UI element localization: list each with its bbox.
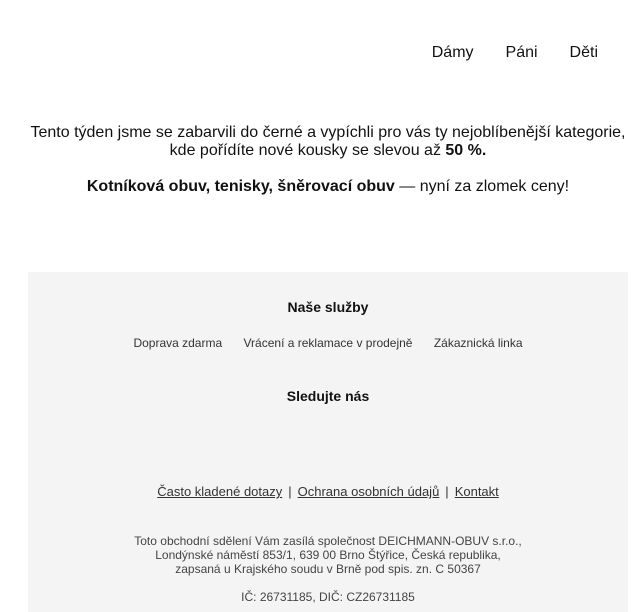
footer-links xyxy=(28,484,628,499)
service-customer-line[interactable]: Zákaznická linka xyxy=(433,336,523,350)
faq-link[interactable]: Často kladené dotazy xyxy=(157,484,283,499)
link-separator: | xyxy=(445,484,449,499)
privacy-link[interactable]: Ochrana osobních údajů xyxy=(297,484,440,499)
intro-line-2 xyxy=(0,142,640,160)
nav-item-pani[interactable]: Páni xyxy=(505,44,538,61)
legal-text xyxy=(28,534,628,576)
nav-item-deti[interactable]: Děti xyxy=(569,44,598,61)
intro-line-1: Tento týden jsme se zabarvili do černé a vypíchli pro vás ty nejoblíbenější kategorie, xyxy=(30,124,626,141)
company-ids: IČ: 26731185, DIČ: CZ26731185 xyxy=(241,590,415,604)
intro-line-2-text: kde pořídíte nové kousky se slevou až xyxy=(169,142,446,159)
legal-line-3: zapsaná u Krajského soudu v Brně pod spis. zn. C 50367 xyxy=(175,562,481,576)
legal-line-1: Toto obchodní sdělení Vám zasílá společnost DEICHMANN-OBUV s.r.o., xyxy=(134,534,522,548)
follow-title: Sledujte nás xyxy=(286,388,370,404)
service-free-shipping[interactable]: Doprava zdarma xyxy=(133,336,223,350)
legal-line-2: Londýnské náměstí 853/1, 639 00 Brno Štýřice, Česká republika, xyxy=(155,548,501,562)
nav-item-damy[interactable]: Dámy xyxy=(431,44,474,61)
contact-link[interactable]: Kontakt xyxy=(454,484,499,499)
services-list xyxy=(28,336,628,350)
footer xyxy=(28,272,628,612)
intro-text xyxy=(0,124,640,160)
service-returns[interactable]: Vrácení a reklamace v prodejně xyxy=(243,336,413,350)
services-title: Naše služby xyxy=(287,299,369,315)
top-nav xyxy=(432,44,598,62)
promo-tagline: — nyní za zlomek ceny! xyxy=(394,178,570,195)
link-separator: | xyxy=(288,484,292,499)
discount-value: 50 %. xyxy=(445,142,487,159)
promo-categories: Kotníková obuv, tenisky, šněrovací obuv xyxy=(86,178,395,195)
promo-text xyxy=(0,178,640,196)
